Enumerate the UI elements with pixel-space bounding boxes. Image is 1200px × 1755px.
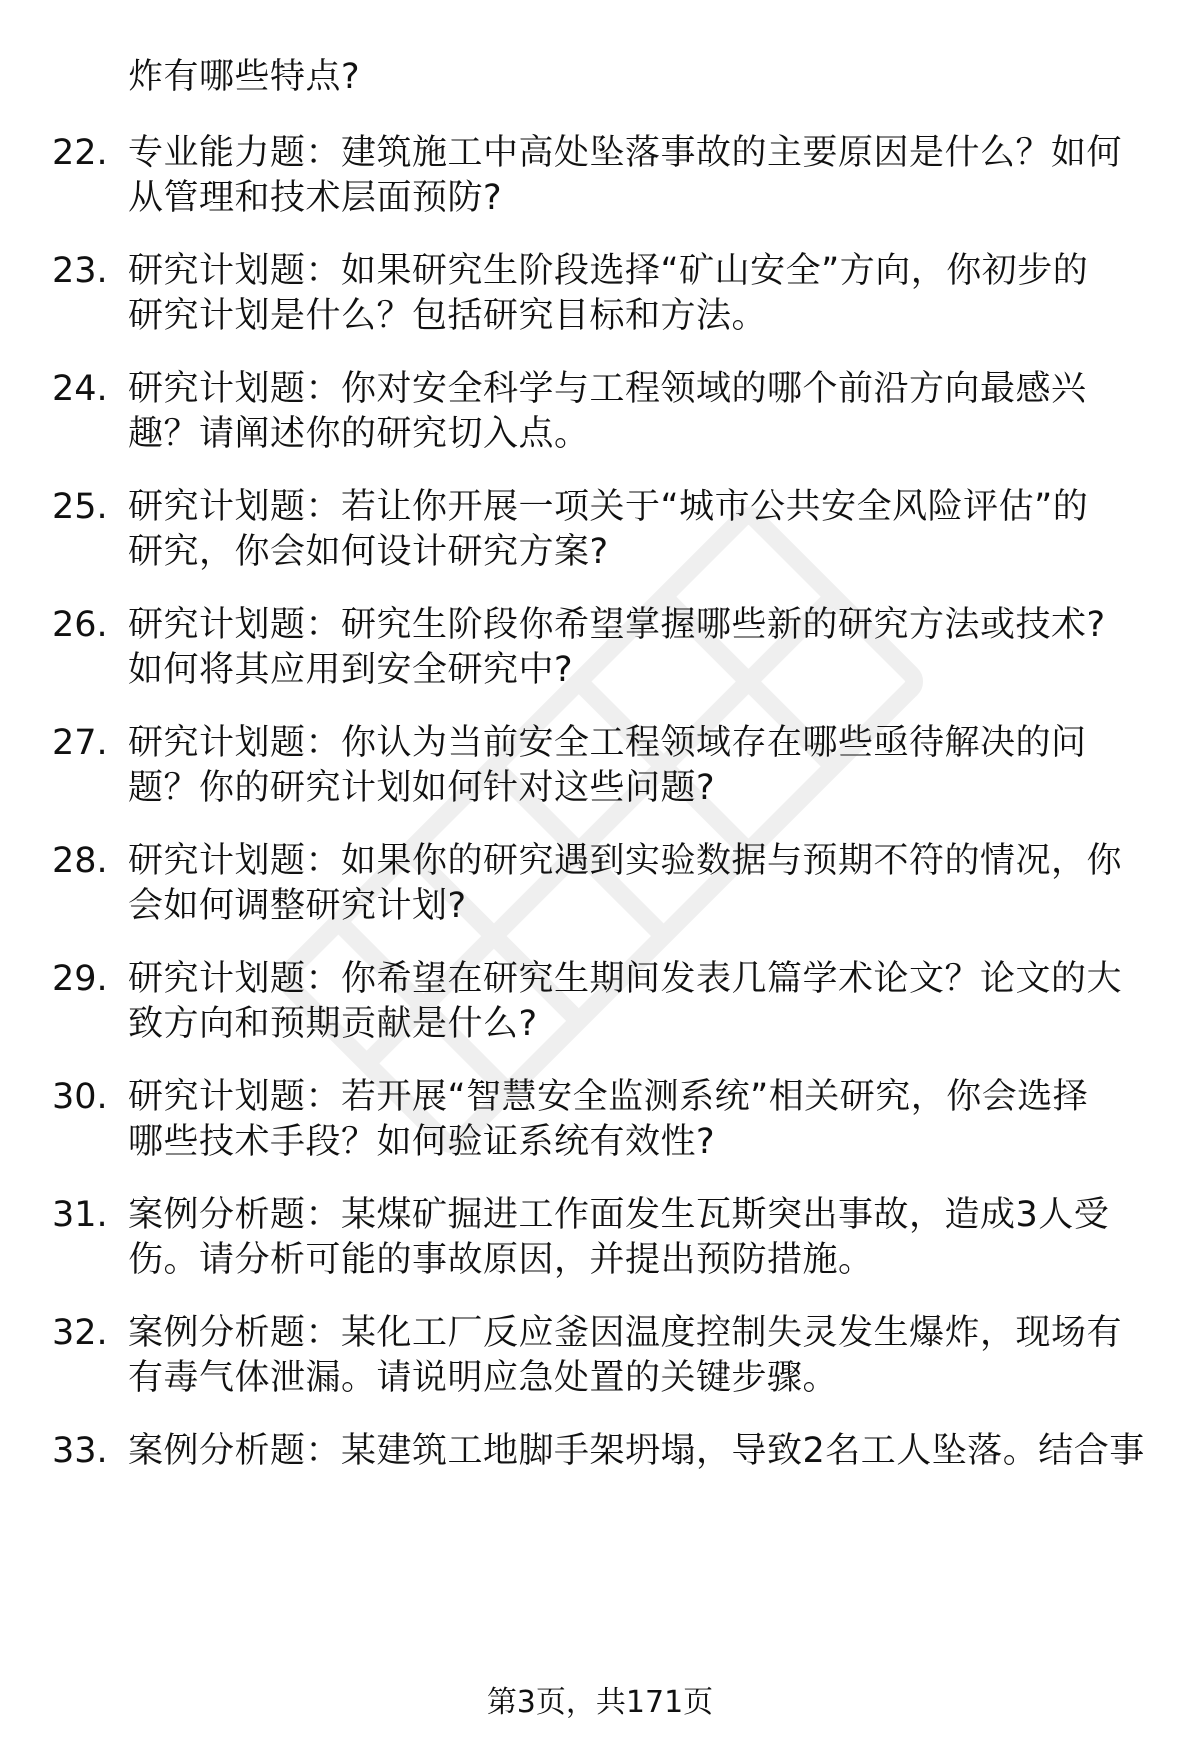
question-number: 25. xyxy=(52,487,108,527)
question-number: 33. xyxy=(52,1431,108,1471)
question-text-line: 研究计划题：研究生阶段你希望掌握哪些新的研究方法或技术? xyxy=(128,605,1106,645)
question-text-line: 研究计划题：你认为当前安全工程领域存在哪些亟待解决的问 xyxy=(128,723,1087,763)
question-text-line: 研究，你会如何设计研究方案? xyxy=(128,532,609,572)
continuation-line: 炸有哪些特点? xyxy=(128,57,361,97)
page-number-footer: 第3页，共171页 xyxy=(486,1685,714,1720)
question-text-line: 题？你的研究计划如何针对这些问题? xyxy=(128,768,716,808)
question-text-line: 研究计划题：若开展“智慧安全监测系统”相关研究，你会选择 xyxy=(128,1077,1089,1117)
question-text-line: 研究计划题：你对安全科学与工程领域的哪个前沿方向最感兴 xyxy=(128,369,1087,409)
question-text-line: 专业能力题：建筑施工中高处坠落事故的主要原因是什么？如何 xyxy=(128,133,1123,173)
question-text-line: 研究计划是什么？包括研究目标和方法。 xyxy=(128,296,768,336)
question-number: 30. xyxy=(52,1077,108,1117)
question-number: 24. xyxy=(52,369,108,409)
question-number: 26. xyxy=(52,605,108,645)
question-text-line: 致方向和预期贡献是什么? xyxy=(128,1004,538,1044)
question-text-line: 研究计划题：如果研究生阶段选择“矿山安全”方向，你初步的 xyxy=(128,251,1089,291)
question-text-line: 会如何调整研究计划? xyxy=(128,886,467,926)
question-number: 23. xyxy=(52,251,108,291)
question-number: 27. xyxy=(52,723,108,763)
question-text-line: 案例分析题：某建筑工地脚手架坍塌，导致2名工人坠落。结合事 xyxy=(128,1431,1145,1471)
question-text-line: 研究计划题：你希望在研究生期间发表几篇学术论文？论文的大 xyxy=(128,959,1123,999)
question-number: 29. xyxy=(52,959,108,999)
question-number: 32. xyxy=(52,1313,108,1353)
question-text-line: 从管理和技术层面预防? xyxy=(128,178,503,218)
question-number: 28. xyxy=(52,841,108,881)
question-text-line: 如何将其应用到安全研究中? xyxy=(128,650,574,690)
question-text-line: 研究计划题：如果你的研究遇到实验数据与预期不符的情况，你 xyxy=(128,841,1123,881)
question-text-line: 案例分析题：某化工厂反应釜因温度控制失灵发生爆炸，现场有 xyxy=(128,1313,1123,1353)
question-text-line: 趣？请阐述你的研究切入点。 xyxy=(128,414,590,454)
question-text-line: 有毒气体泄漏。请说明应急处置的关键步骤。 xyxy=(128,1358,839,1398)
question-text-line: 伤。请分析可能的事故原因，并提出预防措施。 xyxy=(128,1240,874,1280)
question-text-line: 研究计划题：若让你开展一项关于“城市公共安全风险评估”的 xyxy=(128,487,1089,527)
question-number: 31. xyxy=(52,1195,108,1235)
question-text-line: 案例分析题：某煤矿掘进工作面发生瓦斯突出事故，造成3人受 xyxy=(128,1195,1110,1235)
question-number: 22. xyxy=(52,133,108,173)
question-text-line: 哪些技术手段？如何验证系统有效性? xyxy=(128,1122,716,1162)
